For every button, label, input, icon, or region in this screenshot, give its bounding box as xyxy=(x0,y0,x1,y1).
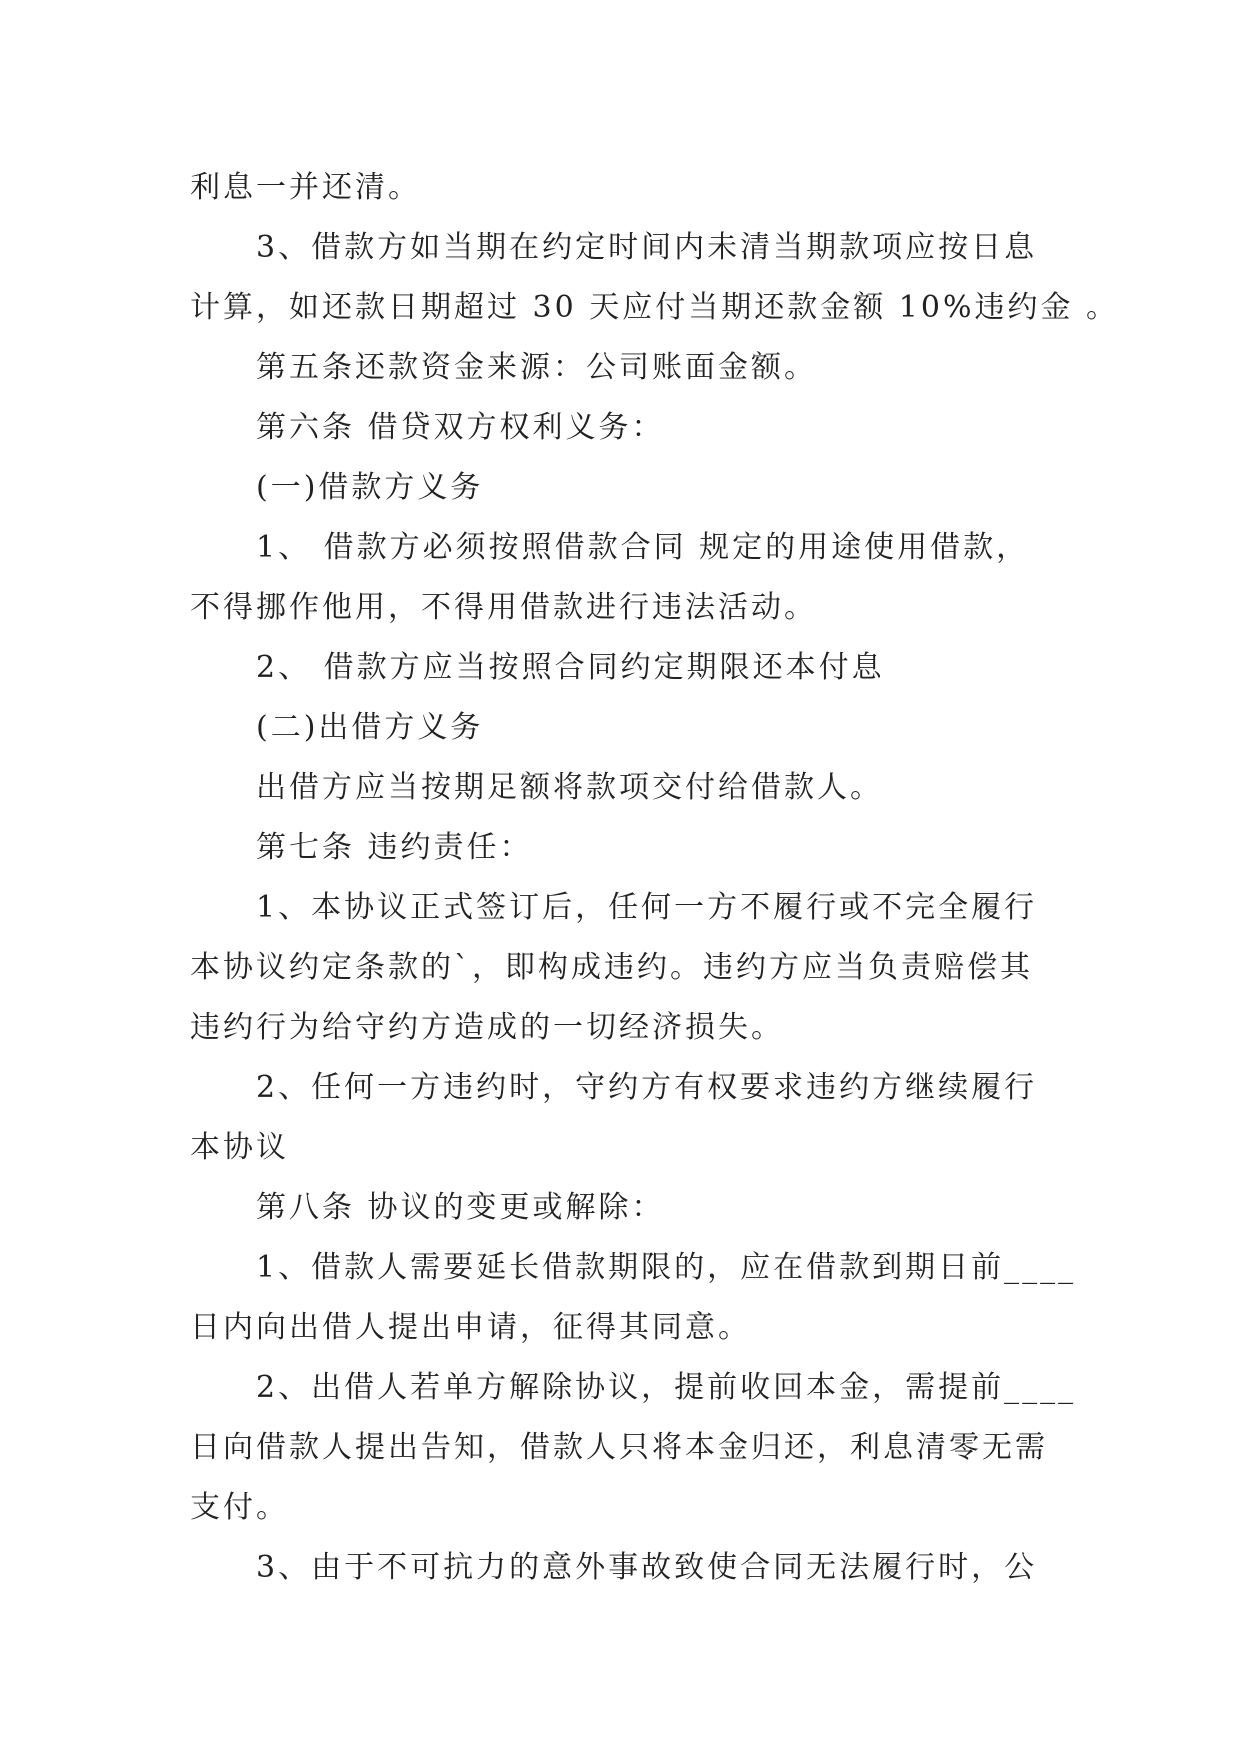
text-line: 3、由于不可抗力的意外事故致使合同无法履行时，公 xyxy=(256,1550,1038,1585)
text-line: 2、任何一方违约时，守约方有权要求违约方继续履行 xyxy=(256,1070,1038,1105)
text-line: 2、出借人若单方解除协议，提前收回本金，需提前____ xyxy=(256,1370,1077,1405)
text-line: 日内向出借人提出申请，征得其同意。 xyxy=(190,1310,751,1345)
text-line: 利息一并还清。 xyxy=(190,170,421,205)
text-line: 1、 借款方必须按照借款合同 规定的用途使用借款， xyxy=(256,530,1030,565)
text-line: 3、借款方如当期在约定时间内未清当期款项应按日息 xyxy=(256,230,1038,265)
text-line: 支付。 xyxy=(190,1490,289,1525)
text-line: 本协议 xyxy=(190,1130,289,1165)
text-line: (一)借款方义务 xyxy=(256,470,484,505)
text-line: 1、本协议正式签订后，任何一方不履行或不完全履行 xyxy=(256,890,1038,925)
text-line: 1、借款人需要延长借款期限的，应在借款到期日前____ xyxy=(256,1250,1077,1285)
text-line: 本协议约定条款的`，即构成违约。违约方应当负责赔偿其 xyxy=(190,950,1033,985)
text-line: 第五条还款资金来源：公司账面金额。 xyxy=(256,350,817,385)
text-line: 第七条 违约责任： xyxy=(256,830,533,865)
text-line: 出借方应当按期足额将款项交付给借款人。 xyxy=(256,770,883,805)
text-line: 日向借款人提出告知，借款人只将本金归还，利息清零无需 xyxy=(190,1430,1048,1465)
text-line: 第六条 借贷双方权利义务： xyxy=(256,410,665,445)
text-line: 第八条 协议的变更或解除： xyxy=(256,1190,665,1225)
text-line: (二)出借方义务 xyxy=(256,710,484,745)
text-line: 不得挪作他用，不得用借款进行违法活动。 xyxy=(190,590,817,625)
text-line: 2、 借款方应当按照合同约定期限还本付息 xyxy=(256,650,885,685)
text-line: 计算，如还款日期超过 30 天应付当期还款金额 10%违约金 。 xyxy=(190,290,1119,325)
text-line: 违约行为给守约方造成的一切经济损失。 xyxy=(190,1010,784,1045)
